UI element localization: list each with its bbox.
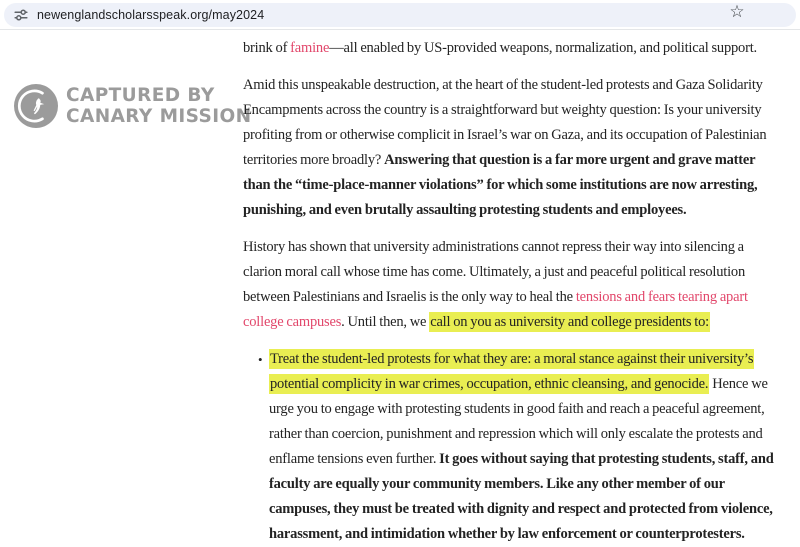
site-settings-icon[interactable] — [14, 8, 28, 22]
captured-by-canary-mission-watermark — [14, 84, 252, 128]
text-segment: brink of — [243, 40, 291, 56]
url-text: newenglandscholarsspeak.org/may2024 — [37, 8, 265, 22]
bookmark-star-icon[interactable]: ☆ — [726, 1, 748, 23]
text-segment: —all enabled by US-provided weapons, normalization, and political support. — [329, 40, 757, 56]
text-segment: Treat the student-led protests for what they are: a moral stance against their university’s potential complicity in war crimes, occupation, ethnic cleansing, and genocide. — [270, 351, 754, 392]
paragraph — [243, 36, 774, 61]
browser-top-bar — [0, 0, 800, 30]
demands-list — [243, 347, 774, 547]
url-bar[interactable] — [4, 3, 796, 27]
inline-link[interactable]: famine — [290, 40, 330, 56]
paragraph — [243, 73, 774, 223]
watermark-line1: CAPTURED BY — [66, 85, 215, 106]
text-segment: Hence we urge you to engage with protesting students in good faith and reach a peaceful agreement, rather than coercion, punishment and repression which will only escalate the protests and enflame tensions even further. — [269, 376, 768, 467]
inline-link[interactable]: tensions and fears tearing apart college campuses — [243, 289, 748, 330]
watermark-line2: CANARY MISSION — [66, 106, 252, 127]
list-item — [258, 347, 774, 547]
paragraph — [243, 235, 774, 335]
article-body — [243, 30, 774, 547]
text-segment: History has shown that university administrations cannot repress their way into silencing a clarion moral call whose time has come. Ultimately, a just and peaceful political resolution between Palestinians and Israelis is the only way to heal the — [243, 239, 746, 305]
text-segment: call on you as university and college presidents to: — [430, 314, 709, 330]
text-segment: It goes without saying that protesting students, staff, and faculty are equally your community members. Like any other member of our campuses, they must be treated with dignity and respect and protected from violence, harassment, and intimidation whether by law enforcement or counterprotesters. — [269, 451, 774, 542]
text-segment: Amid this unspeakable destruction, at the heart of the student-led protests and Gaza Solidarity Encampments across the country is a straightforward but weighty question: Is your university profiting from or otherwise complicit in Israel’s war on Gaza, and its occupation of Palestinian territories more broadly? — [243, 77, 767, 168]
text-segment: Answering that question is a far more urgent and grave matter than the “time-place-manner violations” for which some institutions are now arresting, punishing, and even brutally assaulting protesting students and employees. — [243, 152, 758, 218]
watermark-text — [66, 85, 252, 127]
canary-bird-icon — [14, 84, 58, 128]
text-segment: . Until then, we — [341, 314, 430, 330]
